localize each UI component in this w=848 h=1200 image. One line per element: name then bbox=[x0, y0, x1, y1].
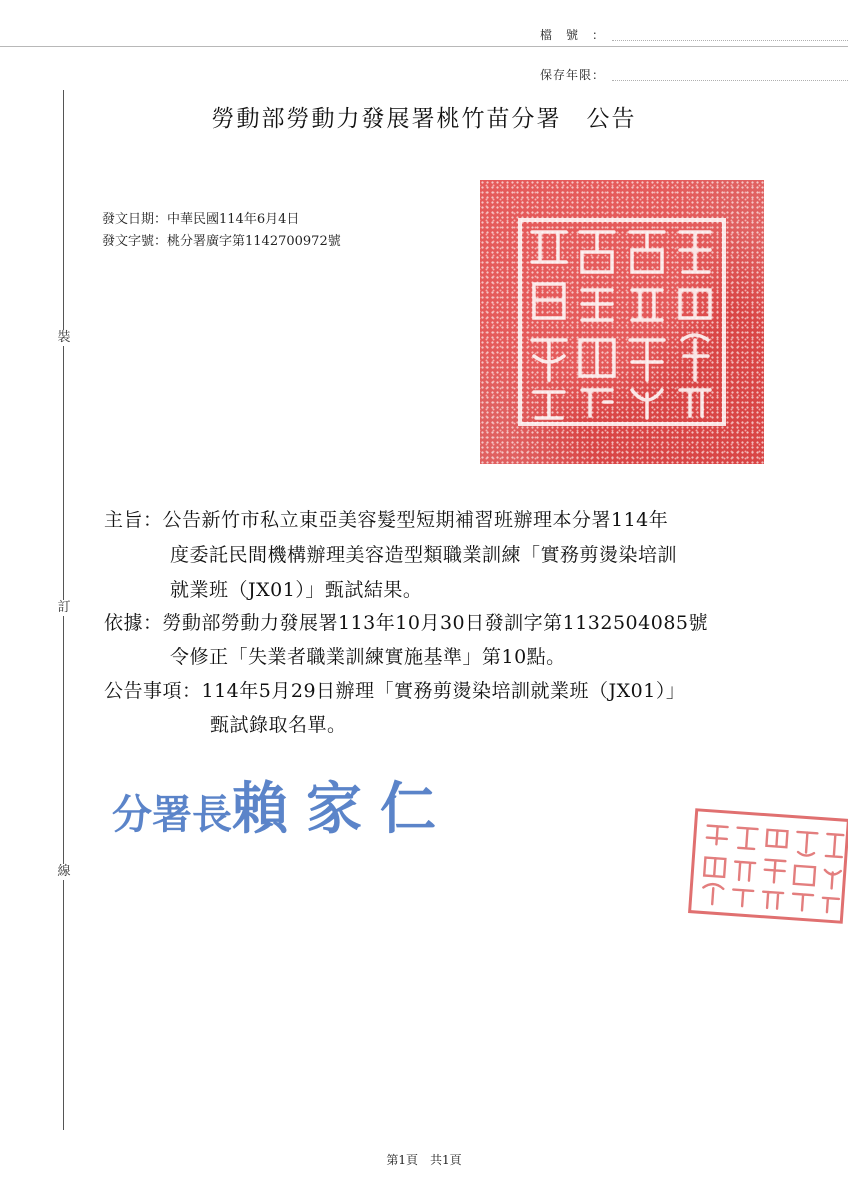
director-signature-stamp bbox=[112, 765, 454, 845]
archive-number-label: 檔號： bbox=[540, 28, 619, 42]
retention-period-line bbox=[612, 80, 848, 81]
document-title: 勞動部勞動力發展署桃竹苗分署 公告 bbox=[211, 106, 637, 132]
subject-line-1: 主旨：公告新竹市私立東亞美容髮型短期補習班辦理本分署114年 bbox=[104, 509, 669, 531]
binding-mark-line: 線 bbox=[52, 864, 76, 880]
subject-line-2: 度委託民間機構辦理美容造型類職業訓練「實務剪燙染培訓 bbox=[170, 544, 678, 566]
basis-line-2: 令修正「失業者職業訓練實施基準」第10點。 bbox=[170, 646, 566, 668]
binding-mark-staple: 訂 bbox=[52, 600, 76, 616]
small-official-seal-glyphs bbox=[686, 807, 848, 926]
notice-line-1: 公告事項：114年5月29日辦理「實務剪燙染培訓就業班（JX01）」 bbox=[104, 680, 686, 702]
subject-line-3: 就業班（JX01）」甄試結果。 bbox=[170, 579, 423, 601]
official-seal-glyphs bbox=[480, 180, 764, 464]
official-seal bbox=[480, 180, 764, 464]
binding-mark-bind: 裝 bbox=[52, 330, 76, 346]
signature-title: 分署長 bbox=[112, 792, 232, 838]
archive-number-line bbox=[612, 40, 848, 41]
basis-line-1: 依據：勞動部勞動力發展署113年10月30日發訓字第1132504085號 bbox=[104, 612, 709, 634]
issue-number: 發文字號：桃分署廣字第1142700972號 bbox=[102, 234, 341, 249]
retention-period-label: 保存年限： bbox=[540, 68, 606, 82]
page-number-footer: 第1頁 共1頁 bbox=[386, 1153, 462, 1167]
signature-name: 賴家仁 bbox=[232, 777, 454, 842]
notice-line-2: 甄試錄取名單。 bbox=[210, 714, 347, 736]
top-rule bbox=[0, 46, 848, 47]
small-official-seal bbox=[686, 807, 848, 926]
issue-date: 發文日期：中華民國114年6月4日 bbox=[102, 212, 300, 227]
